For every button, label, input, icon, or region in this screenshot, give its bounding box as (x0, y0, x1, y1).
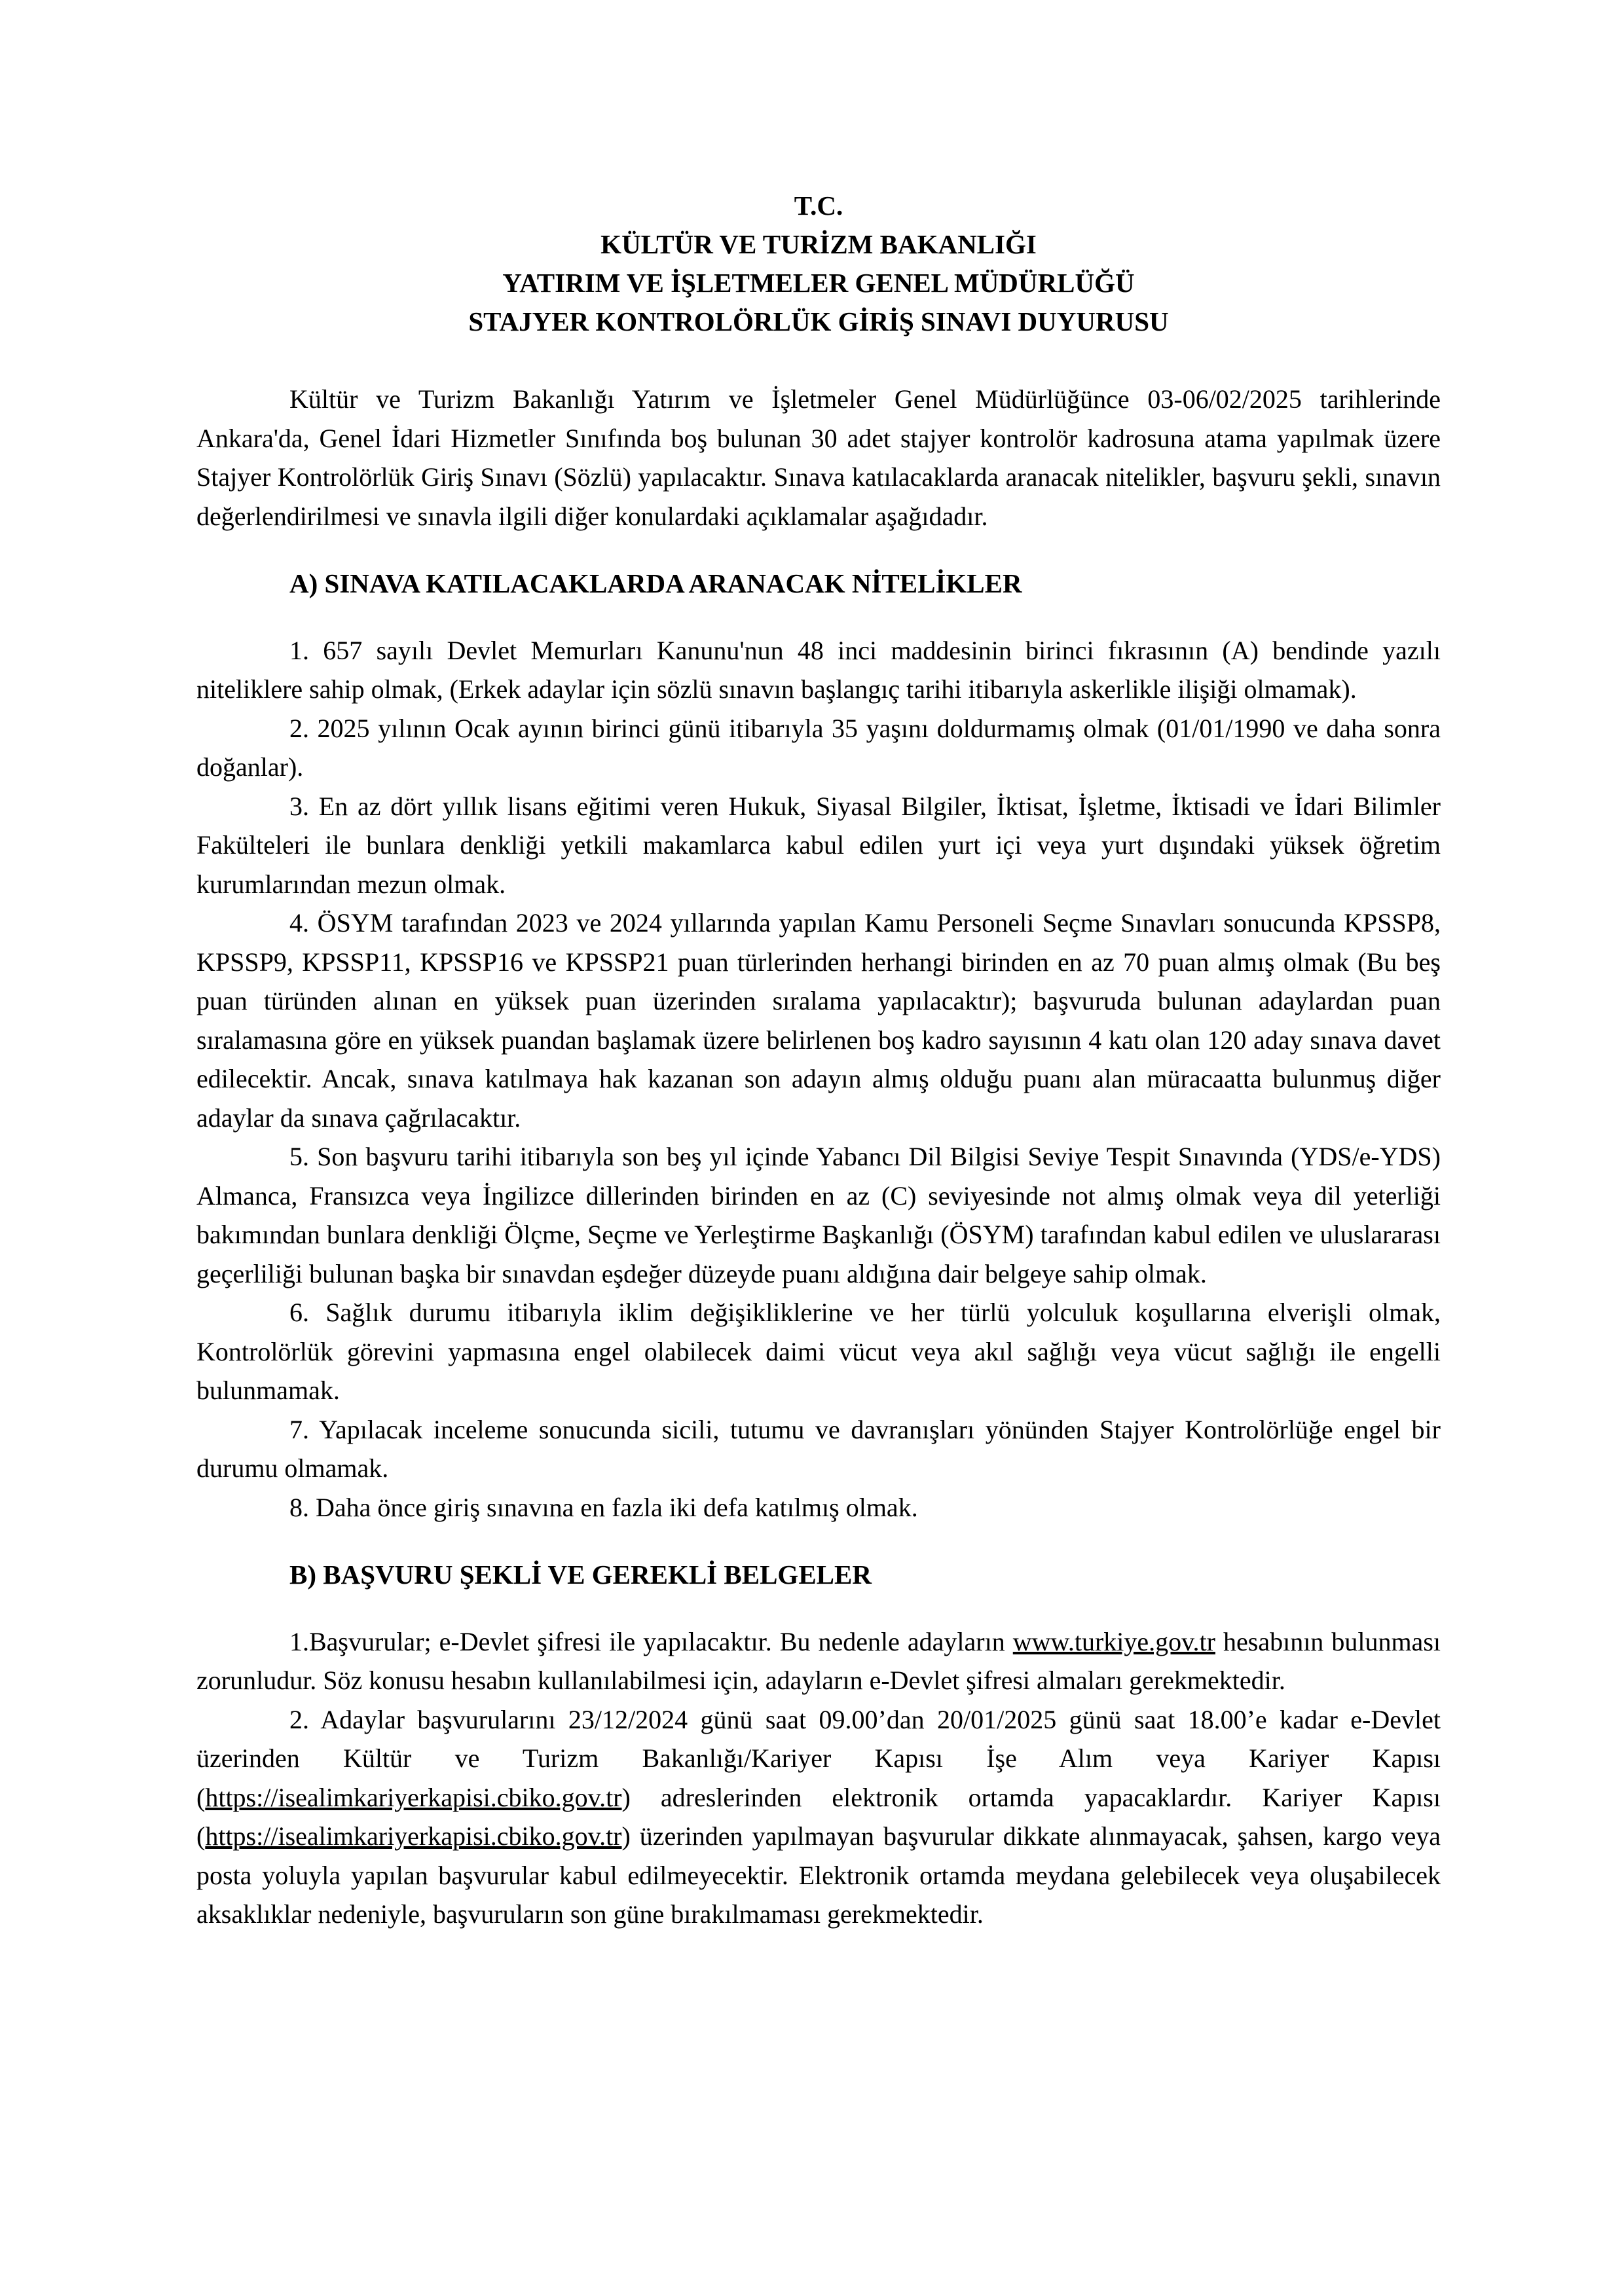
section-a-item-5: 5. Son başvuru tarihi itibarıyla son beş yıl içinde Yabancı Dil Bilgisi Seviye Tespit Sınavında (YDS/e-YDS) Almanca, Fransızca veya İngilizce dillerinden birinden en az (C) seviyesinde not almış olmak veya dil yeterliği bakımından bunlara denkliği Ölçme, Seçme ve Yerleştirme Başkanlığı (ÖSYM) tarafından kabul edilen ve uluslararası geçerliliği bulunan başka bir sınavdan eşdeğer düzeyde puanı aldığına dair belgeye sahip olmak. (196, 1142, 1441, 1288)
section-a-item-4: 4. ÖSYM tarafından 2023 ve 2024 yıllarında yapılan Kamu Personeli Seçme Sınavları sonucunda KPSSP8, KPSSP9, KPSSP11, KPSSP16 ve KPSSP21 puan türlerinden herhangi birinden en az 70 puan almış olmak (Bu beş puan türünden alınan en yüksek puan üzerinden sıralama yapılacaktır); başvuruda bulunan adaylardan puan sıralamasına göre en yüksek puandan başlamak üzere belirlenen boş kadro sayısının 4 katı olan 120 aday sınava davet edilecektir. Ancak, sınava katılmaya hak kazanan son adayın almış olduğu puanı alan müracaatta bulunmuş diğer adaylar da sınava çağrılacaktır. (196, 908, 1441, 1133)
header-line-title: STAJYER KONTROLÖRLÜK GİRİŞ SINAVI DUYURUSU (468, 306, 1169, 337)
section-a-item-7: 7. Yapılacak inceleme sonucunda sicili, tutumu ve davranışları yönünden Stajyer Kontrolörlüğe engel bir durumu olmamak. (196, 1414, 1441, 1483)
header-line-ministry: KÜLTÜR VE TURİZM BAKANLIĞI (600, 229, 1037, 259)
document-header (196, 187, 1441, 341)
section-a-item-3: 3. En az dört yıllık lisans eğitimi veren Hukuk, Siyasal Bilgiler, İktisat, İşletme, İktisadi ve İdari Bilimler Fakülteleri ile bunlara denkliği yetkili makamlarca kabul edilen yurt içi veya yurt dışındaki yüksek öğretim kurumlarından mezun olmak. (196, 791, 1441, 899)
section-a-item-8: 8. Daha önce giriş sınavına en fazla iki defa katılmış olmak. (289, 1492, 918, 1522)
section-a-item-6: 6. Sağlık durumu itibarıyla iklim değişikliklerine ve her türlü yolculuk koşullarına elverişli olmak, Kontrolörlük görevini yapmasına engel olabilecek daimi vücut veya akıl sağlığı veya vücut sağlığı ile engelli bulunmamak. (196, 1298, 1441, 1405)
section-a-item-1: 1. 657 sayılı Devlet Memurları Kanunu'nun 48 inci maddesinin birinci fıkrasının (A) bendinde yazılı niteliklere sahip olmak, (Erkek adaylar için sözlü sınavın başlangıç tarihi itibarıyla askerlikle ilişiği olmamak). (196, 635, 1441, 704)
section-a-heading: A) SINAVA KATILACAKLARDA ARANACAK NİTELİKLER (289, 568, 1022, 598)
section-b-heading: B) BAŞVURU ŞEKLİ VE GEREKLİ BELGELER (289, 1559, 872, 1590)
section-b-item-1-text-a: 1.Başvurular; e-Devlet şifresi ile yapılacaktır. Bu nedenle adayların (289, 1626, 1013, 1656)
section-b-item-1 (196, 1622, 1441, 1700)
turkiye-gov-link[interactable]: www.turkiye.gov.tr (1012, 1626, 1215, 1656)
header-line-directorate: YATIRIM VE İŞLETMELER GENEL MÜDÜRLÜĞÜ (502, 268, 1135, 298)
section-b-item-2-text-c: ) üzerinden yapılmayan başvurular dikkate alınmayacak, şahsen, kargo veya posta yoluyla yapılan başvurular kabul edilmeyecektir. Elektronik ortamda meydana gelebilecek veya oluşabilecek aksaklıklar nedeniyle, başvuruların son güne bırakılmaması gerekmektedir. (196, 1821, 1441, 1929)
kariyer-kapisi-link-1[interactable]: https://isealimkariyerkapisi.cbiko.gov.tr (205, 1782, 622, 1812)
kariyer-kapisi-link-2[interactable]: https://isealimkariyerkapisi.cbiko.gov.tr (205, 1821, 622, 1851)
intro-paragraph: Kültür ve Turizm Bakanlığı Yatırım ve İşletmeler Genel Müdürlüğünce 03-06/02/2025 tarihlerinde Ankara'da, Genel İdari Hizmetler Sınıfında boş bulunan 30 adet stajyer kontrolör kadrosuna atama yapılmak üzere Stajyer Kontrolörlük Giriş Sınavı (Sözlü) yapılacaktır. Sınava katılacaklarda aranacak nitelikler, başvuru şekli, sınavın değerlendirilmesi ve sınavla ilgili diğer konulardaki açıklamalar aşağıdadır. (196, 384, 1441, 531)
section-b-item-1-text-b: hesabının bulunması zorunludur. Söz konusu hesabın kullanılabilmesi için, adayların e-Devlet şifresi almaları gerekmektedir. (196, 1626, 1441, 1695)
header-line-tc: T.C. (794, 191, 843, 221)
document-page (196, 187, 1441, 1934)
section-b-item-2-text-a: 2. Adaylar başvurularını 23/12/2024 günü saat 09.00’dan 20/01/2025 günü saat 18.00’e kadar e-Devlet üzerinden Kültür ve Turizm Bakanlığı/Kariyer Kapısı İşe Alım veya Kariyer Kapısı ( (196, 1704, 1441, 1812)
section-b-item-2 (196, 1700, 1441, 1934)
section-a-item-2: 2. 2025 yılının Ocak ayının birinci günü itibarıyla 35 yaşını doldurmamış olmak (01/01/1990 ve daha sonra doğanlar). (196, 713, 1441, 782)
section-b-item-2-text-b: ) adreslerinden elektronik ortamda yapacaklardır. Kariyer Kapısı ( (196, 1782, 1441, 1851)
